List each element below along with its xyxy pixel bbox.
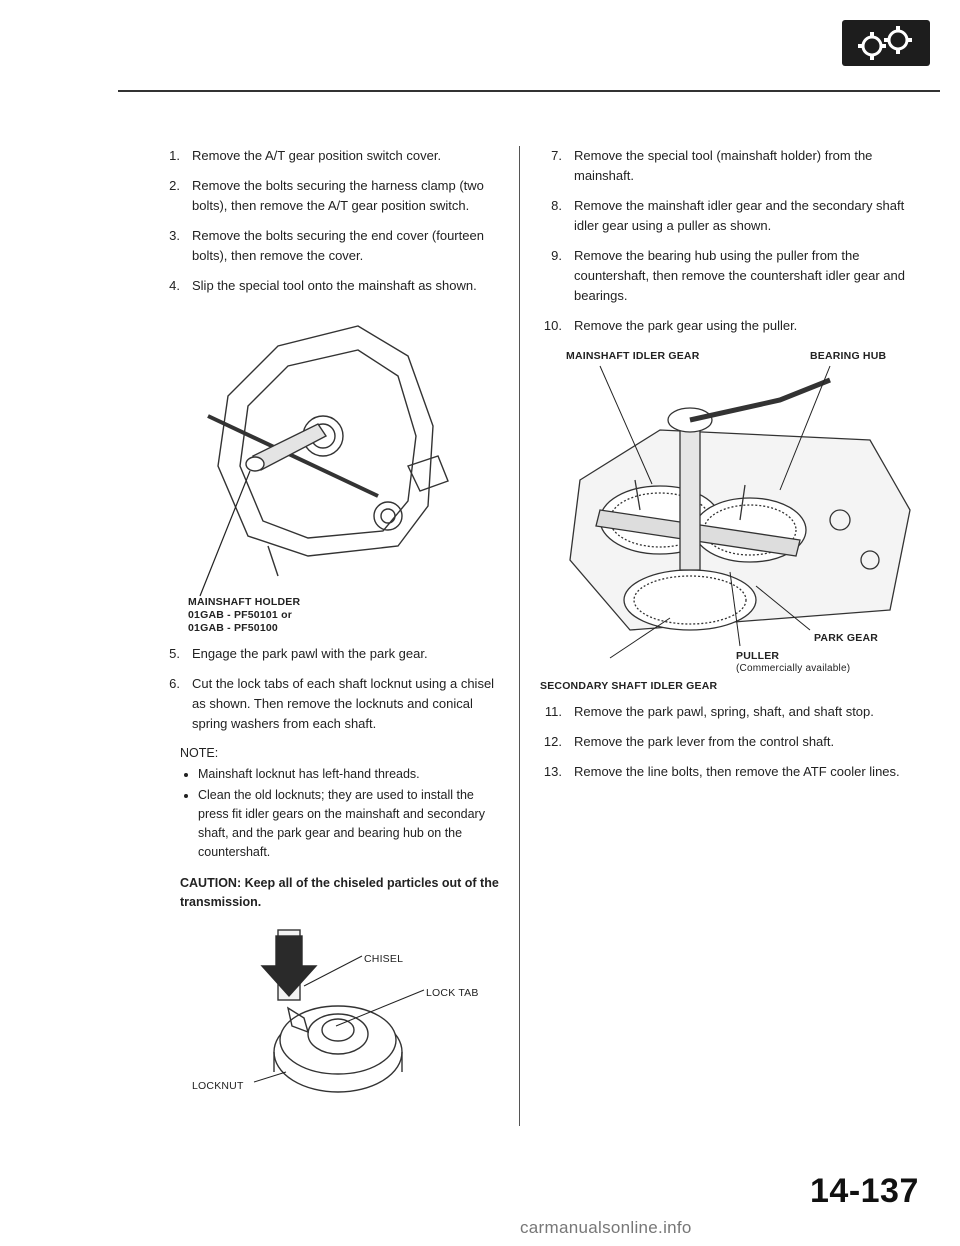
tool-number-2: 01GAB - PF50100 <box>188 622 278 634</box>
locknut-label: LOCKNUT <box>192 1080 244 1092</box>
mainshaft-holder-figure <box>158 306 504 636</box>
step-1 <box>158 146 504 166</box>
step-text: Remove the park pawl, spring, shaft, and shaft stop. <box>574 704 874 719</box>
step-number: 6. <box>169 676 180 691</box>
tool-number-1: 01GAB - PF50101 or <box>188 609 292 621</box>
step-9 <box>540 246 920 306</box>
park-gear-label: PARK GEAR <box>814 632 879 644</box>
step-10 <box>540 316 920 336</box>
step-text: Remove the special tool (mainshaft holder) from the mainshaft. <box>574 148 873 183</box>
left-column <box>158 146 504 1112</box>
step-8 <box>540 196 920 236</box>
note-item: • Mainshaft locknut has left-hand threads. <box>198 765 504 784</box>
mainshaft-holder-illustration <box>158 306 504 606</box>
step-text: Remove the bolts securing the harness clamp (two bolts), then remove the A/T gear position switch. <box>192 178 484 213</box>
puller-note: (Commercially available) <box>736 663 851 674</box>
step-text: Cut the lock tabs of each shaft locknut using a chisel as shown. Then remove the locknuts and conical spring washers from each shaft. <box>192 676 495 731</box>
step-text: Remove the bearing hub using the puller from the countershaft, then remove the countershaft idler gear and bearings. <box>574 248 905 303</box>
puller-gear-illustration <box>540 360 920 660</box>
step-number: 4. <box>169 278 180 293</box>
step-text: Remove the A/T gear position switch cover. <box>192 148 442 163</box>
locknut-chisel-figure <box>158 922 504 1112</box>
step-number: 3. <box>169 228 180 243</box>
step-number: 8. <box>551 198 562 213</box>
lock-tab-label: LOCK TAB <box>426 987 479 999</box>
mainshaft-holder-label: MAINSHAFT HOLDER <box>188 596 301 608</box>
step-number: 12. <box>543 734 562 749</box>
step-number: 1. <box>169 148 180 163</box>
secondary-shaft-idler-gear-label: SECONDARY SHAFT IDLER GEAR <box>540 680 718 692</box>
note-title: NOTE: <box>180 746 219 760</box>
step-text: Remove the park lever from the control shaft. <box>574 734 835 749</box>
step-text: Remove the park gear using the puller. <box>574 318 798 333</box>
right-column <box>540 146 920 792</box>
step-text: Remove the line bolts, then remove the ATF cooler lines. <box>574 764 900 779</box>
step-number: 10. <box>543 318 562 333</box>
step-number: 11. <box>544 704 562 719</box>
step-2 <box>158 176 504 216</box>
step-number: 5. <box>169 646 180 661</box>
step-number: 7. <box>551 148 562 163</box>
step-text: Remove the mainshaft idler gear and the secondary shaft idler gear using a puller as shown. <box>574 198 905 233</box>
step-number: 13. <box>543 764 562 779</box>
step-number: 2. <box>169 178 180 193</box>
puller-gear-figure <box>540 346 920 696</box>
step-4 <box>158 276 504 296</box>
bearing-hub-label: BEARING HUB <box>810 350 887 362</box>
step-text: Remove the bolts securing the end cover (fourteen bolts), then remove the cover. <box>192 228 484 263</box>
step-5 <box>158 644 504 664</box>
step-13 <box>540 762 920 782</box>
watermark-text: carmanualsonline.info <box>520 1218 692 1237</box>
step-text: Slip the special tool onto the mainshaft as shown. <box>192 278 477 293</box>
header-rule <box>118 90 940 92</box>
step-7 <box>540 146 920 186</box>
step-text: Engage the park pawl with the park gear. <box>192 646 428 661</box>
step-3 <box>158 226 504 266</box>
gear-section-icon <box>842 20 930 66</box>
caution-text: CAUTION: Keep all of the chiseled particles out of the transmission. <box>180 876 499 909</box>
page-number: 14-137 <box>810 1172 919 1210</box>
note-item: • Clean the old locknuts; they are used to install the press fit idler gears on the mainshaft and secondary shaft, and the park gear and bearing hub on the countershaft. <box>198 786 504 862</box>
step-11 <box>540 702 920 722</box>
step-number: 9. <box>551 248 562 263</box>
step-12 <box>540 732 920 752</box>
puller-label: PULLER <box>736 650 780 662</box>
note-block <box>180 744 504 862</box>
step-6 <box>158 674 504 734</box>
column-divider <box>519 146 520 1126</box>
mainshaft-idler-gear-label: MAINSHAFT IDLER GEAR <box>566 350 700 362</box>
chisel-label: CHISEL <box>364 953 404 965</box>
